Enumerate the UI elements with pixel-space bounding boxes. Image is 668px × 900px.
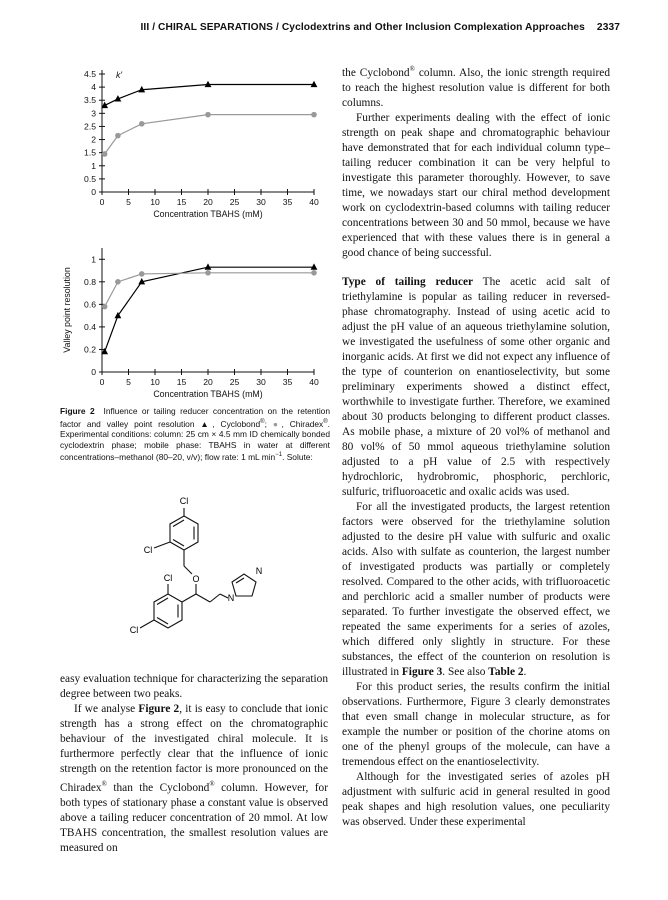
data-point-chiradex (139, 121, 145, 127)
y-tick-label: 1 (91, 254, 96, 265)
data-point-chiradex (205, 112, 211, 118)
series-line-cyclobond (105, 267, 314, 352)
superscript: −1 (275, 452, 283, 459)
chlorine-atom: Cl (143, 545, 153, 555)
x-tick-label: 25 (229, 377, 240, 387)
page-number: 2337 (596, 22, 620, 33)
y-tick-label: 0.4 (84, 321, 96, 332)
circle-symbol: ● (272, 418, 282, 429)
table-reference[interactable]: Table 2 (488, 665, 524, 678)
text-run: column. However, for both types of stationary phase a constant value is observed above a tailing reducer concentration of 20 mmol. At low TBAHS concentration, the smallest resolution values are measured on (60, 781, 328, 854)
text-run: . (523, 665, 527, 678)
data-point-chiradex (115, 279, 121, 285)
x-axis-label: Concentration TBAHS (mM) (153, 389, 263, 399)
series-line-cyclobond (105, 84, 314, 105)
registered-mark: ® (323, 418, 328, 425)
y-tick-label: 2 (91, 134, 96, 145)
panel-label: k' (116, 70, 123, 80)
bond (182, 594, 196, 602)
bond (196, 594, 210, 602)
text-run: column. Also, the ionic strength required to reach the highest resolution value is different for both columns. (342, 66, 610, 109)
paragraph (342, 275, 610, 500)
caption-text: . Experimental conditions: column: 25 cm × 4.5 mm ID chemically bonded cyclodextrin phase; mobile phase: TBAHS in water at different concentrations–methanol (80–20, v/v); flow rate: 1 mL min (60, 418, 330, 462)
x-tick-label: 5 (126, 197, 131, 207)
text-run: . See also (442, 665, 489, 678)
bond (154, 542, 170, 548)
data-point-cyclobond (205, 81, 212, 87)
registered-mark: ® (409, 65, 415, 73)
x-tick-label: 30 (256, 197, 266, 207)
bond (184, 566, 192, 574)
data-point-chiradex (102, 304, 108, 310)
paragraph (342, 62, 610, 111)
x-tick-label: 10 (150, 377, 160, 387)
y-tick-label: 2.5 (84, 121, 96, 132)
triangle-symbol: ▲ (200, 418, 213, 429)
x-tick-label: 0 (99, 197, 105, 207)
data-point-cyclobond (311, 81, 318, 87)
text-run: than the Cyclobond (106, 781, 210, 794)
text-run: For all the investigated products, the largest retention factors were observed for the triethylamine solution adjusted to the desire pH value with sulfuric and oxalic acids. Also with sulfate as counterion, the largest number of investigated products was partially or completely resolved. Compared to the other acids, with trifluoroacetic and perchloric acid a smaller number of products were separated. To further investigate the observed effect, we repeated the same experiments for a series of azoles, which differed only slightly in structure. For these substances, the effect of the counterion on resolution is illustrated in (342, 500, 610, 678)
y-tick-label: 3.5 (84, 95, 96, 106)
y-tick-label: 0.8 (84, 276, 96, 287)
x-tick-label: 25 (229, 197, 240, 207)
data-point-chiradex (102, 151, 108, 157)
y-tick-label: 0 (91, 367, 96, 377)
y-axis-label: Valley point resolution (62, 267, 72, 353)
registered-mark: ® (101, 780, 107, 788)
paragraph (342, 500, 610, 680)
x-tick-label: 0 (99, 377, 105, 387)
y-tick-label: 0.5 (84, 173, 96, 184)
running-title: III / CHIRAL SEPARATIONS / Cyclodextrins and Other Inclusion Complexation Approaches (140, 22, 585, 33)
y-tick-label: 1 (91, 160, 96, 171)
text-run: , it is easy to conclude that ionic strength has a strong effect on the chromatographic behaviour of the investigated chiral molecule. It is furthermore perfectly clear that the influence of ionic strength on the retention factor is more pronounced on the Chiradex (60, 703, 328, 794)
bond (140, 620, 154, 628)
bond (210, 594, 220, 602)
y-tick-label: 0.6 (84, 299, 96, 310)
chlorine-atom: Cl (129, 625, 139, 635)
oxygen-atom: O (192, 574, 200, 584)
right-column (342, 62, 610, 830)
x-tick-label: 40 (309, 197, 319, 207)
x-tick-label: 15 (176, 377, 187, 387)
registered-mark: ® (260, 418, 265, 425)
y-tick-label: 3 (91, 108, 96, 119)
x-tick-label: 35 (282, 377, 293, 387)
left-column (60, 672, 328, 856)
caption-text: , Chiradex (281, 418, 324, 429)
figure-reference[interactable]: Figure 2 (138, 703, 180, 715)
x-tick-label: 35 (282, 197, 293, 207)
caption-text: . Solute: (282, 451, 313, 462)
solute-structure (110, 486, 280, 654)
figure-reference[interactable]: Figure 3 (401, 665, 443, 678)
x-tick-label: 40 (309, 377, 319, 387)
x-tick-label: 20 (203, 377, 213, 387)
series-line-chiradex (105, 115, 314, 154)
caption-text: ; (264, 418, 273, 429)
running-header (48, 22, 620, 33)
y-tick-label: 0 (91, 187, 96, 197)
data-point-chiradex (205, 270, 211, 276)
data-point-chiradex (311, 112, 317, 118)
y-tick-label: 1.5 (84, 147, 96, 158)
nitrogen-atom: N (255, 566, 263, 576)
retention-factor-chart (60, 62, 330, 232)
data-point-chiradex (115, 133, 121, 139)
x-tick-label: 30 (256, 377, 266, 387)
paragraph: For this product series, the results confirm the initial observations. Furthermore, Figure 3 clearly demonstrates that even small change in molecular structure, as for example the number or position of the chorine atoms on one of the phenyl groups of the molecule, can have a tremendous effect on the enantioselectivity. (342, 680, 610, 768)
resolution-chart (60, 248, 330, 406)
x-tick-label: 20 (203, 197, 213, 207)
paragraph: easy evaluation technique for characterizing the separation degree between two peaks. (60, 673, 328, 700)
paragraph (60, 702, 328, 856)
paragraph: Further experiments dealing with the effect of ionic strength on peak shape and chromatographic behaviour have demonstrated that for each individual column type–tailing reducer combination it can be very helpful to investigate this parameter thoroughly. However, to save time, we nowadays start our chiral method development work on cyclodextrin-based columns with tailing reducer concentrations between 30 and 50 mmol, because we have experienced that with these values there is in general a good chance of being successful. (342, 111, 610, 259)
text-run: If we analyse (74, 703, 139, 715)
data-point-chiradex (311, 270, 317, 276)
y-tick-label: 4.5 (84, 69, 96, 79)
nitrogen-atom: N (227, 593, 235, 603)
y-tick-label: 0.2 (84, 344, 96, 355)
paragraph: Although for the investigated series of azoles pH adjustment with sulfuric acid in general resulted in good peak shapes and high resolution values, one peculiarity was observed. Under these experimental (342, 770, 610, 828)
figure-caption (60, 406, 330, 463)
x-axis-label: Concentration TBAHS (mM) (153, 209, 263, 219)
chlorine-atom: Cl (179, 496, 189, 506)
y-tick-label: 4 (91, 82, 96, 93)
text-run: the Cyclobond (342, 66, 410, 79)
text-run: The acetic acid salt of triethylamine is popular as tailing reducer in reversed-phase chromatography. Instead of using acetic acid to adjust the pH value of an aqueous triethylamine solution, we investigated the usefulness of some other organic and inorganic acids. At first we did not expect any influence of the type of counterion on enantioselectivity, but some preliminary experiments showed a distinct effect, worthwhile to investigate further. Therefore, we examined about 30 products belonging to different product classes. As mobile phase, a mixture of 20 vol% of methanol and 80 vol% of 50 mmol aqueous triethylamine solution adjusted to a pH value of 2.5 with respectively hydrochloric, hydrobromic, phosphoric, perchloric, sulfuric, trifluoroacetic and oxalic acids was used. (342, 275, 610, 498)
caption-text: Influence or tailing reducer concentration on the retention factor and valley point resolution (60, 406, 330, 429)
x-tick-label: 10 (150, 197, 160, 207)
caption-text: , Cyclobond (212, 418, 261, 429)
figure-label: Figure 2 (60, 406, 95, 416)
imidazole-ring (232, 574, 256, 596)
registered-mark: ® (209, 780, 215, 788)
section-heading: Type of tailing reducer (342, 275, 474, 288)
data-point-chiradex (139, 271, 145, 277)
x-tick-label: 5 (126, 377, 131, 387)
x-tick-label: 15 (176, 197, 187, 207)
chlorine-atom: Cl (163, 573, 173, 583)
